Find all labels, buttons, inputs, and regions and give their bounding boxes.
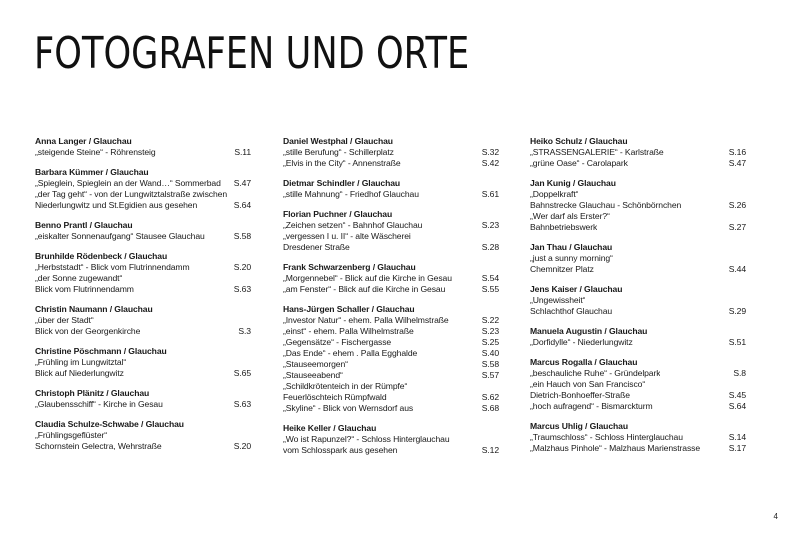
- photo-location-line: [530, 379, 746, 390]
- photographer-name: Barbara Kümmer / Glauchau: [35, 167, 149, 177]
- page-reference: S.25: [481, 337, 499, 347]
- photo-title: „der Tag geht“ - von der Lungwitztalstraße zwischen: [35, 189, 228, 199]
- photographer-name: Marcus Uhlig / Glauchau: [530, 421, 628, 431]
- photo-location-line: [35, 273, 251, 284]
- photographer-name: Jens Kaiser / Glauchau: [530, 284, 623, 294]
- page-reference: S.63: [233, 399, 251, 409]
- page-reference: S.42: [481, 158, 499, 168]
- photo-title: „Doppelkraft“: [530, 189, 579, 199]
- photo-title: Dresdener Straße: [283, 242, 350, 252]
- photo-location-line: [283, 147, 499, 158]
- photographer-name: Daniel Westphal / Glauchau: [283, 136, 393, 146]
- photo-title: „Ungewissheit“: [530, 295, 586, 305]
- page-number: 4: [773, 512, 778, 521]
- photographer-entry: [283, 423, 499, 456]
- page-reference: S.62: [481, 392, 499, 402]
- photo-title: „grüne Oase“ - Carolapark: [530, 158, 628, 168]
- photo-title: „Frühling im Lungwitztal“: [35, 357, 127, 367]
- photo-location-line: [283, 403, 499, 414]
- page-reference: S.57: [481, 370, 499, 380]
- photo-title: „vergessen I u. II“ - alte Wäscherei: [283, 231, 411, 241]
- photo-title: „am Fenster“ - Blick auf die Kirche in Gesau: [283, 284, 446, 294]
- photo-location-line: [35, 262, 251, 273]
- photo-title: „STRASSENGALERIE“ - Karlstraße: [530, 147, 664, 157]
- photo-location-line: [530, 158, 746, 169]
- photo-location-line: [283, 273, 499, 284]
- photo-location-line: [35, 357, 251, 368]
- photo-location-line: [283, 326, 499, 337]
- page-reference: S.32: [481, 147, 499, 157]
- photo-location-line: [530, 295, 746, 306]
- photo-title: „beschauliche Ruhe“ - Gründelpark: [530, 368, 661, 378]
- page-reference: S.45: [728, 390, 746, 400]
- photographer-name: Dietmar Schindler / Glauchau: [283, 178, 401, 188]
- photo-location-line: [530, 401, 746, 412]
- photo-title: „Morgennebel“ - Blick auf die Kirche in Gesau: [283, 273, 452, 283]
- column-3: [530, 136, 746, 463]
- photographer-name: Claudia Schulze-Schwabe / Glauchau: [35, 419, 184, 429]
- photographer-name: Christin Naumann / Glauchau: [35, 304, 153, 314]
- photo-title: „stille Berufung“ - Schillerplatz: [283, 147, 394, 157]
- photo-location-line: [35, 368, 251, 379]
- page-reference: S.58: [233, 231, 251, 241]
- photo-location-line: [35, 200, 251, 211]
- photo-location-line: [283, 381, 499, 392]
- photographer-name: Heiko Schulz / Glauchau: [530, 136, 628, 146]
- page-reference: S.20: [233, 262, 251, 272]
- photo-location-line: [283, 370, 499, 381]
- page-reference: S.58: [481, 359, 499, 369]
- photo-title: „Glaubensschiff“ - Kirche in Gesau: [35, 399, 163, 409]
- photographer-name: Anna Langer / Glauchau: [35, 136, 132, 146]
- photographer-name: Benno Prantl / Glauchau: [35, 220, 133, 230]
- photo-title: „ein Hauch von San Francisco“: [530, 379, 646, 389]
- photographer-entry: [530, 284, 746, 317]
- photo-title: „just a sunny morning“: [530, 253, 613, 263]
- photographer-entry: [283, 304, 499, 414]
- photographer-name: Hans-Jürgen Schaller / Glauchau: [283, 304, 415, 314]
- photographer-entry: [35, 388, 251, 410]
- page-reference: S.47: [728, 158, 746, 168]
- page-reference: S.8: [733, 368, 746, 378]
- photo-title: „Spieglein, Spieglein an der Wand…“ Sommerbad: [35, 178, 221, 188]
- page-reference: S.20: [233, 441, 251, 451]
- photo-location-line: [530, 264, 746, 275]
- photo-title: „Investor Natur“ - ehem. Palla Wilhelmstraße: [283, 315, 449, 325]
- photo-title: „Schildkrötenteich in der Rümpfe“: [283, 381, 408, 391]
- photo-title: „Stauseemorgen“: [283, 359, 348, 369]
- page-reference: S.23: [481, 326, 499, 336]
- photo-location-line: [35, 430, 251, 441]
- column-2: [283, 136, 499, 465]
- photo-title: Chemnitzer Platz: [530, 264, 594, 274]
- photo-location-line: [35, 147, 251, 158]
- photo-title: Blick auf Niederlungwitz: [35, 368, 124, 378]
- photo-location-line: [283, 392, 499, 403]
- photo-title: „Stauseeabend“: [283, 370, 343, 380]
- photo-title: „Das Ende“ - ehem . Palla Egghalde: [283, 348, 418, 358]
- photo-title: „einst“ - ehem. Palla Wilhelmstraße: [283, 326, 414, 336]
- photo-location-line: [283, 284, 499, 295]
- photo-location-line: [283, 337, 499, 348]
- photographer-name: Christoph Plänitz / Glauchau: [35, 388, 150, 398]
- photographer-entry: [35, 136, 251, 158]
- page-reference: S.29: [728, 306, 746, 316]
- photo-location-line: [530, 368, 746, 379]
- photo-title: Dietrich-Bonhoeffer-Straße: [530, 390, 630, 400]
- photo-location-line: [530, 432, 746, 443]
- photographer-entry: [530, 421, 746, 454]
- photo-title: Schlachthof Glauchau: [530, 306, 613, 316]
- page-reference: S.64: [728, 401, 746, 411]
- photo-location-line: [35, 189, 251, 200]
- photographer-entry: [530, 242, 746, 275]
- page-reference: S.22: [481, 315, 499, 325]
- page-reference: S.11: [234, 147, 251, 157]
- photo-title: Bahnbetriebswerk: [530, 222, 598, 232]
- photographer-name: Manuela Augustin / Glauchau: [530, 326, 648, 336]
- photo-title: Blick vom Flutrinnendamm: [35, 284, 134, 294]
- photographer-entry: [283, 136, 499, 169]
- page-reference: S.63: [233, 284, 251, 294]
- photo-location-line: [530, 147, 746, 158]
- photo-location-line: [530, 189, 746, 200]
- photo-title: „der Sonne zugewandt“: [35, 273, 123, 283]
- photo-title: „Dorfidylle“ - Niederlungwitz: [530, 337, 633, 347]
- photo-title: „eiskalter Sonnenaufgang“ Stausee Glauchau: [35, 231, 205, 241]
- page-reference: S.65: [233, 368, 251, 378]
- page-reference: S.3: [238, 326, 251, 336]
- photo-location-line: [283, 348, 499, 359]
- page-title: FOTOGRAFEN UND ORTE: [34, 28, 470, 79]
- page-reference: S.16: [728, 147, 746, 157]
- page-reference: S.26: [728, 200, 746, 210]
- page-reference: S.64: [233, 200, 251, 210]
- photographer-name: Marcus Rogalla / Glauchau: [530, 357, 638, 367]
- page-reference: S.40: [481, 348, 499, 358]
- photo-location-line: [283, 220, 499, 231]
- page-reference: S.23: [481, 220, 499, 230]
- photographer-entry: [35, 251, 251, 295]
- photo-title: „Traumschloss“ - Schloss Hinterglauchau: [530, 432, 683, 442]
- photographer-entry: [35, 419, 251, 452]
- photographer-entry: [530, 357, 746, 412]
- photo-title: vom Schlosspark aus gesehen: [283, 445, 398, 455]
- photo-location-line: [530, 211, 746, 222]
- photographer-entry: [283, 262, 499, 295]
- photo-title: „Frühlingsgeflüster“: [35, 430, 108, 440]
- page-reference: S.47: [233, 178, 251, 188]
- page-reference: S.28: [481, 242, 499, 252]
- photo-title: „Wer darf als Erster?“: [530, 211, 610, 221]
- page-reference: S.44: [728, 264, 746, 274]
- photo-location-line: [530, 443, 746, 454]
- photographer-entry: [35, 167, 251, 211]
- photographer-name: Christine Pöschmann / Glauchau: [35, 346, 167, 356]
- photo-location-line: [35, 326, 251, 337]
- photo-location-line: [35, 399, 251, 410]
- photo-location-line: [35, 284, 251, 295]
- photographer-entry: [283, 209, 499, 253]
- photo-location-line: [530, 253, 746, 264]
- photo-location-line: [283, 315, 499, 326]
- page-reference: S.17: [728, 443, 746, 453]
- page-reference: S.27: [728, 222, 746, 232]
- photo-title: „stille Mahnung“ - Friedhof Glauchau: [283, 189, 419, 199]
- photo-title: „Wo ist Rapunzel?“ - Schloss Hinterglauchau: [283, 434, 450, 444]
- page-reference: S.12: [481, 445, 499, 455]
- page-reference: S.51: [728, 337, 746, 347]
- photographer-name: Heike Keller / Glauchau: [283, 423, 377, 433]
- photo-location-line: [35, 178, 251, 189]
- photographer-name: Brunhilde Rödenbeck / Glauchau: [35, 251, 168, 261]
- photo-location-line: [283, 242, 499, 253]
- photo-location-line: [35, 231, 251, 242]
- page-reference: S.54: [481, 273, 499, 283]
- photo-location-line: [530, 337, 746, 348]
- photo-title: Feuerlöschteich Rümpfwald: [283, 392, 387, 402]
- photographer-entry: [35, 346, 251, 379]
- photo-title: Niederlungwitz und St.Egidien aus gesehen: [35, 200, 198, 210]
- page-reference: S.68: [481, 403, 499, 413]
- photo-title: Schornstein Gelectra, Wehrstraße: [35, 441, 162, 451]
- page-reference: S.61: [481, 189, 499, 199]
- photographer-entry: [35, 304, 251, 337]
- photo-location-line: [530, 390, 746, 401]
- photo-location-line: [283, 158, 499, 169]
- photographer-name: Jan Kunig / Glauchau: [530, 178, 616, 188]
- photo-title: „Herbststadt“ - Blick vom Flutrinnendamm: [35, 262, 190, 272]
- photo-location-line: [530, 222, 746, 233]
- photographer-entry: [530, 326, 746, 348]
- photographer-entry: [35, 220, 251, 242]
- photo-location-line: [35, 315, 251, 326]
- photo-title: „Skyline“ - Blick von Wernsdorf aus: [283, 403, 414, 413]
- photographer-entry: [530, 178, 746, 233]
- photo-location-line: [283, 231, 499, 242]
- photo-title: „hoch aufragend“ - Bismarckturm: [530, 401, 653, 411]
- photo-location-line: [283, 189, 499, 200]
- page-reference: S.14: [728, 432, 746, 442]
- photo-title: „Malzhaus Pinhole“ - Malzhaus Marienstrasse: [530, 443, 701, 453]
- photo-location-line: [530, 306, 746, 317]
- photo-title: Bahnstrecke Glauchau - Schönbörnchen: [530, 200, 682, 210]
- photo-title: Blick von der Georgenkirche: [35, 326, 141, 336]
- photographer-name: Florian Puchner / Glauchau: [283, 209, 393, 219]
- photographer-entry: [530, 136, 746, 169]
- photo-title: „Zeichen setzen“ - Bahnhof Glauchau: [283, 220, 423, 230]
- photo-title: „Gegensätze“ - Fischergasse: [283, 337, 392, 347]
- photo-location-line: [530, 200, 746, 211]
- photo-title: „steigende Steine“ - Röhrensteig: [35, 147, 156, 157]
- column-1: [35, 136, 251, 461]
- photo-location-line: [283, 434, 499, 445]
- page-reference: S.55: [481, 284, 499, 294]
- photo-title: „über der Stadt“: [35, 315, 94, 325]
- photographer-entry: [283, 178, 499, 200]
- photographer-name: Jan Thau / Glauchau: [530, 242, 613, 252]
- photo-location-line: [283, 445, 499, 456]
- photo-location-line: [35, 441, 251, 452]
- photo-title: „Elvis in the City“ - Annenstraße: [283, 158, 401, 168]
- photographer-name: Frank Schwarzenberg / Glauchau: [283, 262, 416, 272]
- photo-location-line: [283, 359, 499, 370]
